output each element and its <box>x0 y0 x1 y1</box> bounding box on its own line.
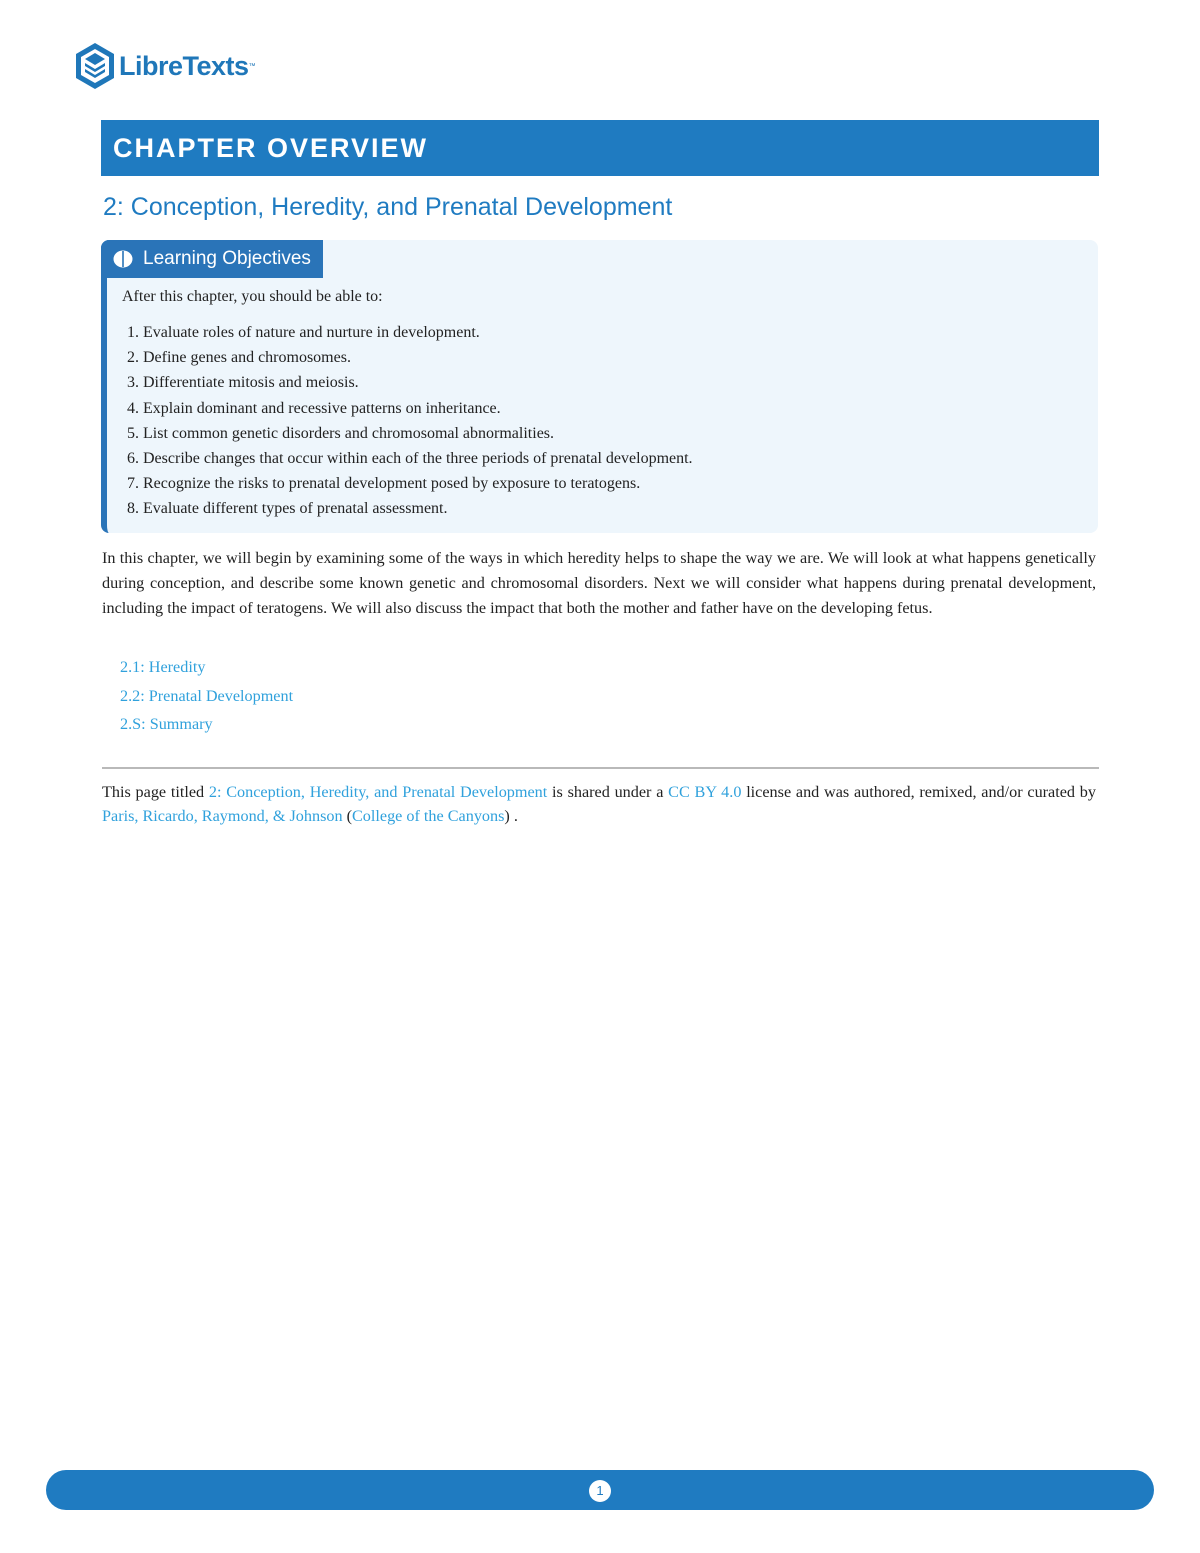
objective-item: 8. Evaluate different types of prenatal assessment. <box>127 500 448 518</box>
objective-item: 3. Differentiate mitosis and meiosis. <box>127 374 359 392</box>
libretexts-logo-icon <box>73 41 117 91</box>
section-link-prenatal-development[interactable]: 2.2: Prenatal Development <box>120 686 294 705</box>
license-notice <box>102 781 1096 828</box>
objective-item: 4. Explain dominant and recessive patterns on inheritance. <box>127 399 501 417</box>
chapter-introduction: In this chapter, we will begin by examining some of the ways in which heredity helps to shape the way we are. We will look at what happens genetically during conception, and describe some known genetic and chromosomal disorders. Next we will consider what happens during prenatal development, including the impact of teratogens. We will also discuss the impact that both the mother and father have on the developing fetus. <box>102 549 1096 617</box>
objective-item: 1. Evaluate roles of nature and nurture in development. <box>127 324 480 341</box>
learning-objectives-header <box>101 240 323 278</box>
license-org-link[interactable]: College of the Canyons <box>352 806 505 825</box>
section-links <box>120 655 293 741</box>
license-cc-link[interactable]: CC BY 4.0 <box>668 783 742 801</box>
objective-item: 6. Describe changes that occur within each of the three periods of prenatal development. <box>127 449 693 467</box>
section-link-summary[interactable]: 2.S: Summary <box>120 715 213 733</box>
objective-item: 5. List common genetic disorders and chromosomal abnormalities. <box>127 424 555 442</box>
objectives-intro: After this chapter, you should be able to: <box>122 288 383 305</box>
brand-name: LibreTexts <box>119 50 249 81</box>
license-suffix: ) . <box>504 806 518 825</box>
license-mid1: is shared under a <box>547 783 669 801</box>
learning-objectives-box <box>101 240 1098 533</box>
divider <box>102 767 1099 769</box>
brain-icon <box>113 250 133 268</box>
license-author-link[interactable]: Paris, Ricardo, Raymond, & Johnson <box>102 806 343 825</box>
license-mid2: license and was authored, remixed, and/or curated by <box>741 783 1096 801</box>
objective-item: 7. Recognize the risks to prenatal development posed by exposure to teratogens. <box>127 475 641 493</box>
brand-tm: ™ <box>248 62 256 70</box>
learning-objectives-heading: Learning Objectives <box>143 248 311 269</box>
page-number: 1 <box>589 1480 611 1502</box>
license-page-link[interactable]: 2: Conception, Heredity, and Prenatal Development <box>208 783 548 801</box>
objectives-list <box>127 320 693 522</box>
license-paren-open: ( <box>342 806 352 825</box>
chapter-overview-banner: CHAPTER OVERVIEW <box>101 120 1099 176</box>
libretexts-logo[interactable] <box>73 40 256 92</box>
objective-item: 2. Define genes and chromosomes. <box>127 349 351 367</box>
license-prefix: This page titled <box>102 783 209 801</box>
page-title: 2: Conception, Heredity, and Prenatal Development <box>103 193 673 221</box>
section-link-heredity[interactable]: 2.1: Heredity <box>120 658 206 676</box>
